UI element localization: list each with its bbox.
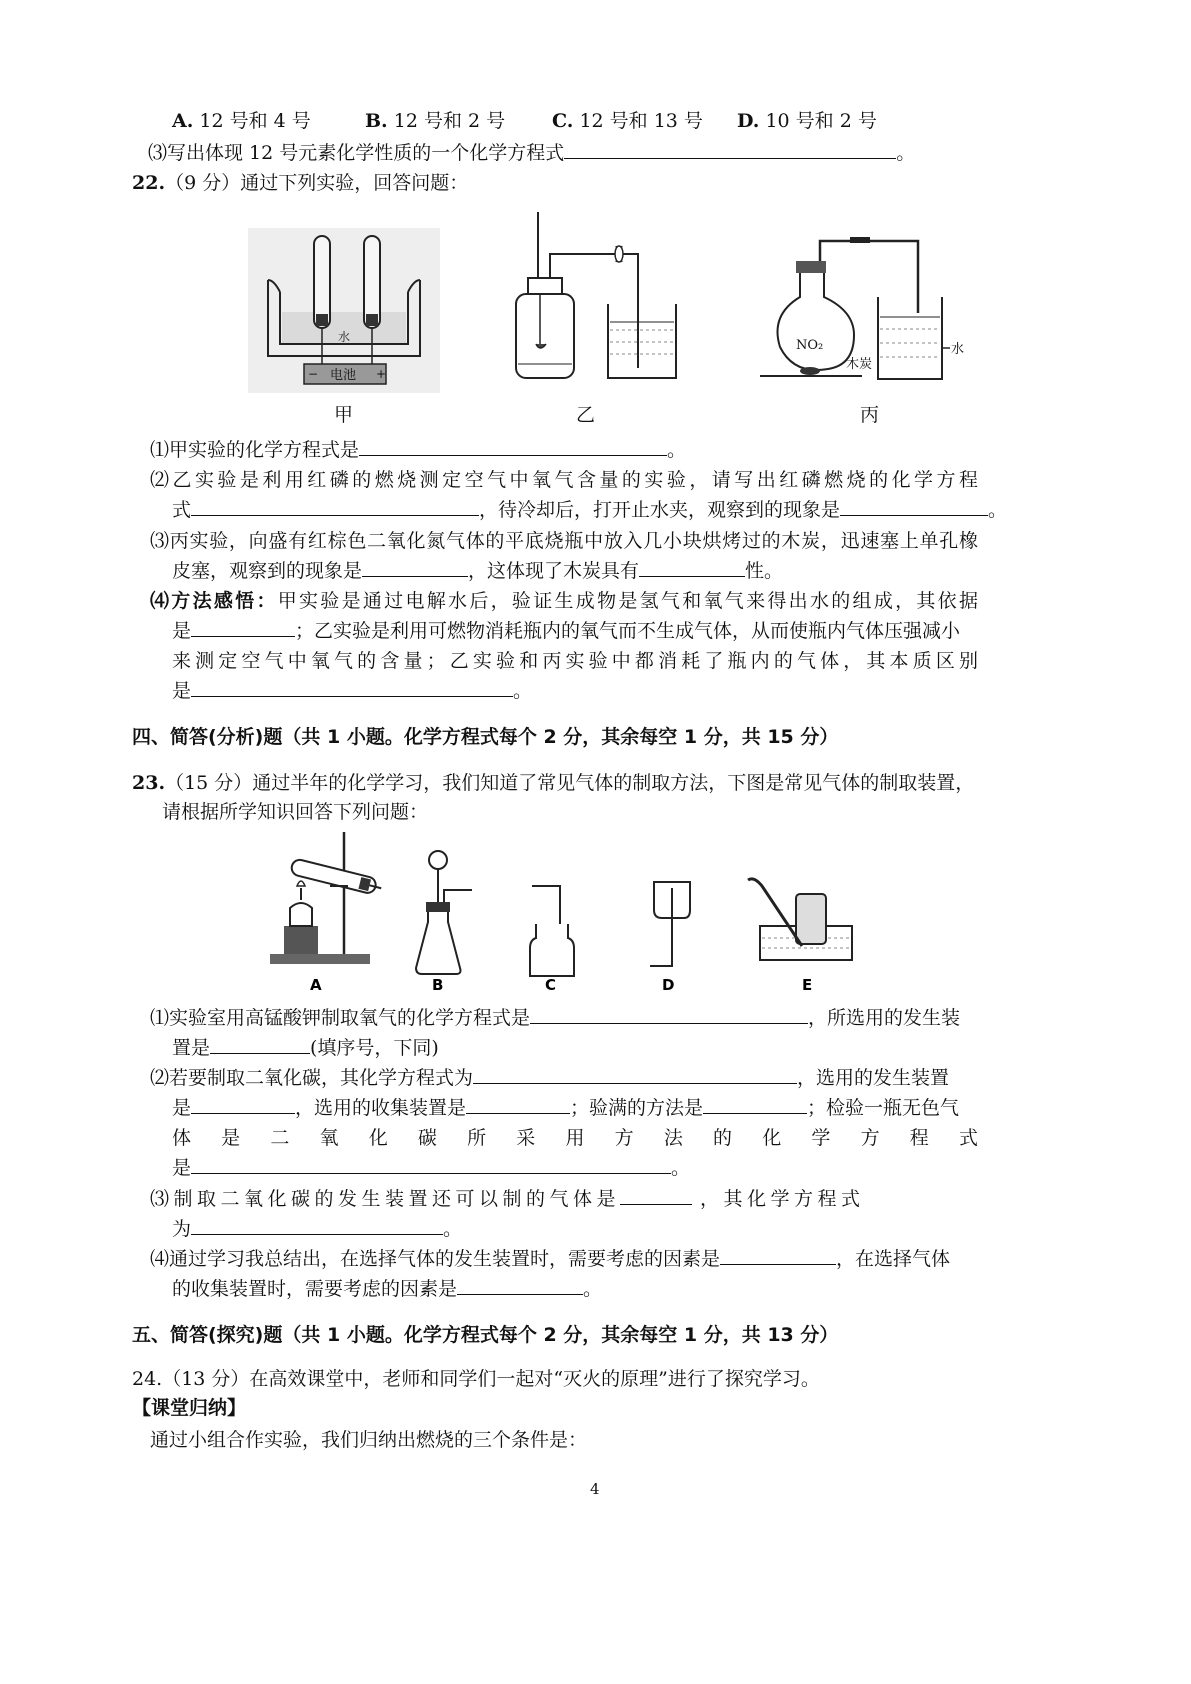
q23-part2-line3: 体是二氧化碳所采用方法的化学方程式 [172, 1127, 978, 1149]
answer-blank[interactable] [620, 1186, 692, 1205]
q22-part4-line1: ⑷方法感悟：甲实验是通过电解水后，验证生成物是氢气和氧气来得出水的组成，其依据 [150, 590, 978, 612]
q24-heading: 【课堂归纳】 [132, 1397, 247, 1419]
label-a: A [310, 976, 322, 994]
gas-apparatus-figure [270, 830, 870, 994]
q21-option-c: C. 12 号和 13 号 [552, 110, 703, 132]
page-number: 4 [590, 1480, 600, 1498]
answer-blank[interactable] [191, 497, 479, 516]
q23-intro: 23.（15 分）通过半年的化学学习，我们知道了常见气体的制取方法，下图是常见气体的制取装置， [132, 772, 975, 794]
no2-charcoal-figure [770, 235, 980, 381]
q23-part4-line1: ⑷通过学习我总结出，在选择气体的发生装置时，需要考虑的因素是 ，在选择气体 [150, 1248, 951, 1270]
q21-option-b: B. 12 号和 2 号 [365, 110, 506, 132]
answer-blank[interactable] [191, 618, 295, 637]
charcoal-label: 木炭 [846, 357, 873, 372]
electrolysis-apparatus-figure [248, 228, 440, 393]
caption-yi: 乙 [576, 404, 596, 426]
battery-label: 电池 [330, 368, 357, 383]
q23-part3-line2: 为 。 [172, 1218, 463, 1240]
water-label-2: 水 [951, 342, 965, 357]
q23-part4-line2: 的收集装置时，需要考虑的因素是 。 [172, 1278, 603, 1300]
q23-part1-line2: 置是 (填序号，下同) [172, 1037, 439, 1059]
answer-blank[interactable] [530, 1005, 808, 1024]
q24-intro: 24.（13 分）在高效课堂中，老师和同学们一起对“灭火的原理”进行了探究学习。 [132, 1368, 820, 1390]
answer-blank[interactable] [359, 437, 667, 456]
label-b: B [432, 976, 444, 994]
answer-blank[interactable] [191, 1155, 671, 1174]
q22-intro: 22.（9 分）通过下列实验，回答问题： [132, 172, 469, 194]
q23-part2-line4: 是 。 [172, 1157, 691, 1179]
section-4-heading: 四、简答(分析)题（共 1 小题。化学方程式每个 2 分，其余每空 1 分，共 15 分） [132, 726, 839, 748]
q23-intro-2: 请根据所学知识回答下列问题： [162, 801, 429, 823]
answer-blank[interactable] [191, 1095, 295, 1114]
q22-part2-line2: 式 ，待冷却后，打开止水夹，观察到的现象是 。 [172, 499, 1008, 521]
apparatus-b [416, 851, 472, 974]
q23-part2-line1: ⑵若要制取二氧化碳，其化学方程式为 ，选用的发生装置 [150, 1067, 950, 1089]
answer-blank[interactable] [191, 678, 513, 697]
apparatus-c [530, 886, 574, 976]
q21-option-a: A. 12 号和 4 号 [172, 110, 311, 132]
q22-part4-line2: 是 ；乙实验是利用可燃物消耗瓶内的氧气而不生成气体，从而使瓶内气体压强减小 [172, 620, 961, 642]
no2-label: NO₂ [796, 338, 824, 353]
q22-part4-line4: 是 。 [172, 680, 533, 702]
answer-blank[interactable] [473, 1065, 797, 1084]
phosphorus-combustion-figure [510, 212, 680, 382]
answer-blank[interactable] [564, 140, 896, 159]
label-d: D [662, 976, 675, 994]
q21-option-d: D. 10 号和 2 号 [737, 110, 877, 132]
apparatus-e [748, 879, 852, 960]
apparatus-a [270, 832, 383, 964]
q22-part3-line2: 皮塞，观察到的现象是 ，这体现了木炭具有 性。 [172, 560, 784, 582]
water-label: 水 [338, 330, 351, 344]
section-5-heading: 五、简答(探究)题（共 1 小题。化学方程式每个 2 分，其余每空 1 分，共 13 分） [132, 1324, 839, 1346]
minus-sign: − [308, 367, 319, 381]
caption-jia: 甲 [334, 404, 354, 426]
q22-part2-line1: ⑵乙实验是利用红磷的燃烧测定空气中氧气含量的实验，请写出红磷燃烧的化学方程 [150, 469, 978, 491]
answer-blank[interactable] [362, 558, 468, 577]
q22-part1: ⑴甲实验的化学方程式是 。 [150, 439, 687, 461]
caption-bing: 丙 [860, 404, 880, 426]
answer-blank[interactable] [720, 1246, 836, 1265]
answer-blank[interactable] [639, 558, 745, 577]
label-e: E [802, 976, 813, 994]
q22-part3-line1: ⑶丙实验，向盛有红棕色二氧化氮气体的平底烧瓶中放入几小块烘烤过的木炭，迅速塞上单孔橡 [150, 530, 978, 552]
answer-blank[interactable] [703, 1095, 807, 1114]
label-c: C [545, 976, 557, 994]
answer-blank[interactable] [466, 1095, 570, 1114]
q23-part3-line1: ⑶制取二氧化碳的发生装置还可以制的气体是 ，其化学方程式 [150, 1188, 865, 1210]
answer-blank[interactable] [191, 1216, 443, 1235]
answer-blank[interactable] [210, 1035, 310, 1054]
q23-part1-line1: ⑴实验室用高锰酸钾制取氧气的化学方程式是 ，所选用的发生装 [150, 1007, 961, 1029]
q24-line: 通过小组合作实验，我们归纳出燃烧的三个条件是： [150, 1429, 588, 1451]
answer-blank[interactable] [457, 1276, 583, 1295]
q21-part3: ⑶写出体现 12 号元素化学性质的一个化学方程式 。 [148, 142, 916, 164]
q22-part4-line3: 来测定空气中氧气的含量；乙实验和丙实验中都消耗了瓶内的气体，其本质区别 [172, 650, 978, 672]
q23-part2-line2: 是 ，选用的收集装置是 ；验满的方法是 ；检验一瓶无色气 [172, 1097, 960, 1119]
plus-sign: + [376, 367, 387, 381]
apparatus-d [650, 882, 690, 966]
answer-blank[interactable] [840, 497, 988, 516]
